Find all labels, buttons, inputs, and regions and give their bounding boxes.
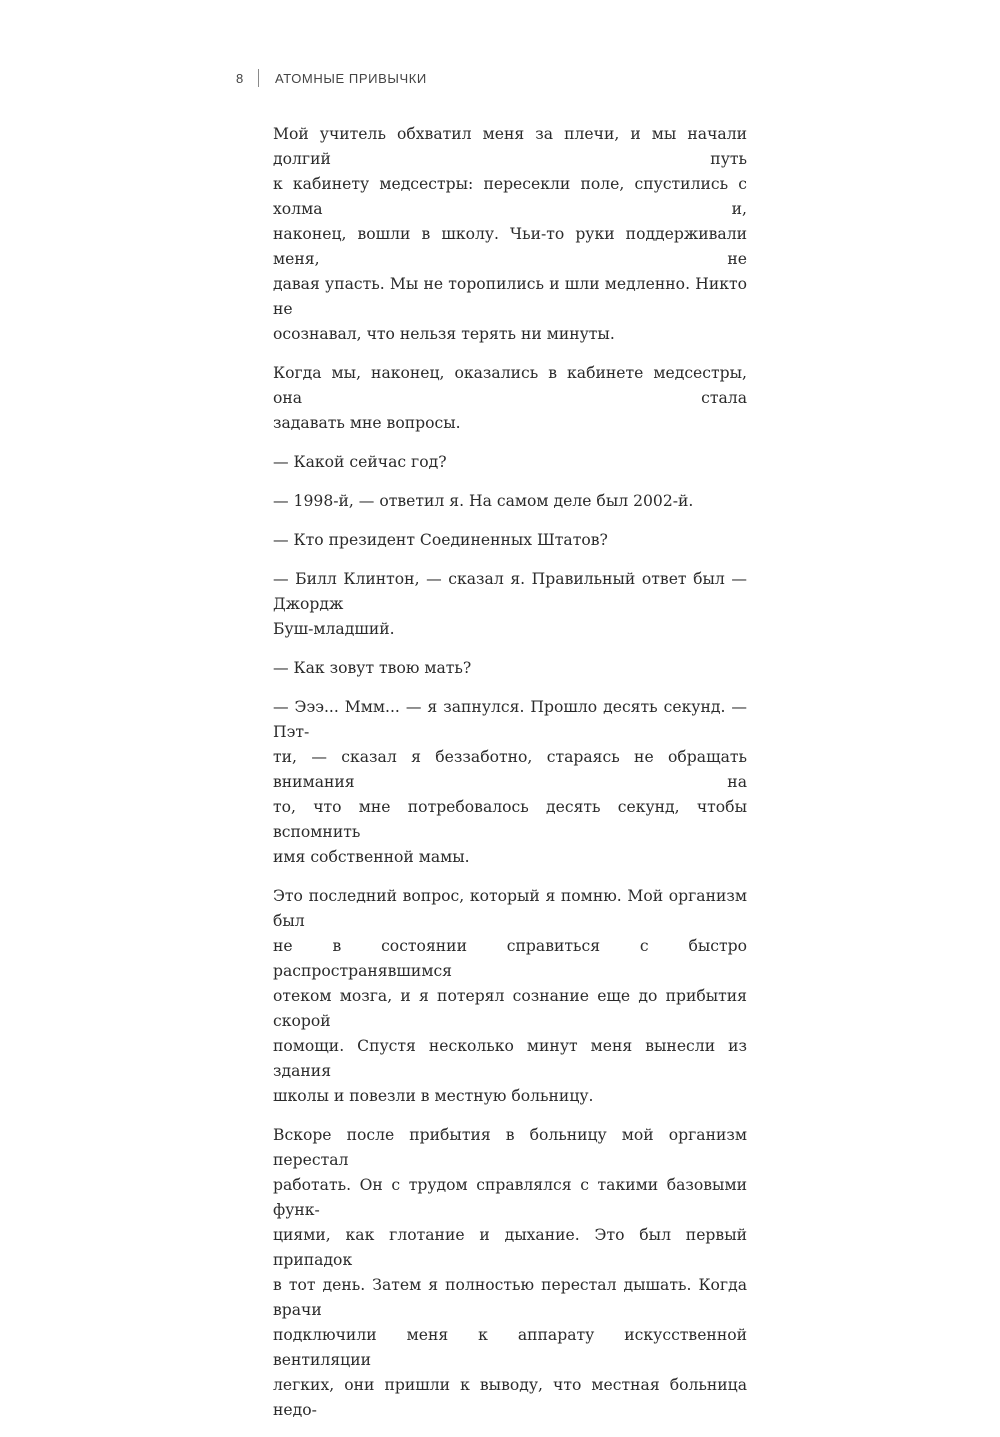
paragraph <box>273 1123 747 1423</box>
text-line: — Какой сейчас год? <box>273 453 447 471</box>
paragraph <box>273 567 747 642</box>
text-line: осознавал, что нельзя терять ни минуты. <box>273 325 615 343</box>
paragraph <box>273 450 747 475</box>
paragraph <box>273 695 747 870</box>
text-line: Это последний вопрос, который я помню. Мой организм был <box>273 887 747 930</box>
text-line: Мой учитель обхватил меня за плечи, и мы начали долгий путь <box>273 125 747 168</box>
running-head <box>236 68 427 88</box>
text-line: то, что мне потребовалось десять секунд, чтобы вспомнить <box>273 798 747 841</box>
text-line: помощи. Спустя несколько минут меня вынесли из здания <box>273 1037 747 1080</box>
text-line: не в состоянии справиться с быстро распространявшимся <box>273 937 747 980</box>
paragraph <box>273 361 747 436</box>
text-line: работать. Он с трудом справлялся с такими базовыми функ- <box>273 1176 747 1219</box>
text-line: школы и повезли в местную больницу. <box>273 1087 594 1105</box>
text-line: — Билл Клинтон, — сказал я. Правильный ответ был — Джордж <box>273 570 747 613</box>
text-line: циями, как глотание и дыхание. Это был первый припадок <box>273 1226 747 1269</box>
text-line: — Как зовут твою мать? <box>273 659 472 677</box>
text-line: имя собственной мамы. <box>273 848 470 866</box>
paragraph <box>273 489 747 514</box>
book-title: АТОМНЫЕ ПРИВЫЧКИ <box>275 70 427 86</box>
paragraph <box>273 656 747 681</box>
text-line: к кабинету медсестры: пересекли поле, спустились с холма и, <box>273 175 747 218</box>
text-line: наконец, вошли в школу. Чьи-то руки поддерживали меня, не <box>273 225 747 268</box>
paragraph <box>273 528 747 553</box>
text-line: задавать мне вопросы. <box>273 414 461 432</box>
paragraph <box>273 122 747 347</box>
page-number: 8 <box>236 70 244 86</box>
paragraph <box>273 884 747 1109</box>
text-line: давая упасть. Мы не торопились и шли медленно. Никто не <box>273 275 747 318</box>
text-line: — Эээ... Ммм... — я запнулся. Прошло десять секунд. — Пэт- <box>273 698 747 741</box>
body-text <box>273 122 747 1437</box>
text-line: легких, они пришли к выводу, что местная больница недо- <box>273 1376 747 1419</box>
text-line: ти, — сказал я беззаботно, стараясь не обращать внимания на <box>273 748 747 791</box>
text-line: — 1998-й, — ответил я. На самом деле был 2002-й. <box>273 492 694 510</box>
text-line: в тот день. Затем я полностью перестал дышать. Когда врачи <box>273 1276 747 1319</box>
text-line: Вскоре после прибытия в больницу мой организм перестал <box>273 1126 747 1169</box>
text-line: подключили меня к аппарату искусственной вентиляции <box>273 1326 747 1369</box>
header-divider <box>258 69 259 87</box>
text-line: отеком мозга, и я потерял сознание еще до прибытия скорой <box>273 987 747 1030</box>
text-line: — Кто президент Соединенных Штатов? <box>273 531 608 549</box>
text-line: Когда мы, наконец, оказались в кабинете медсестры, она стала <box>273 364 747 407</box>
text-line: Буш-младший. <box>273 620 395 638</box>
